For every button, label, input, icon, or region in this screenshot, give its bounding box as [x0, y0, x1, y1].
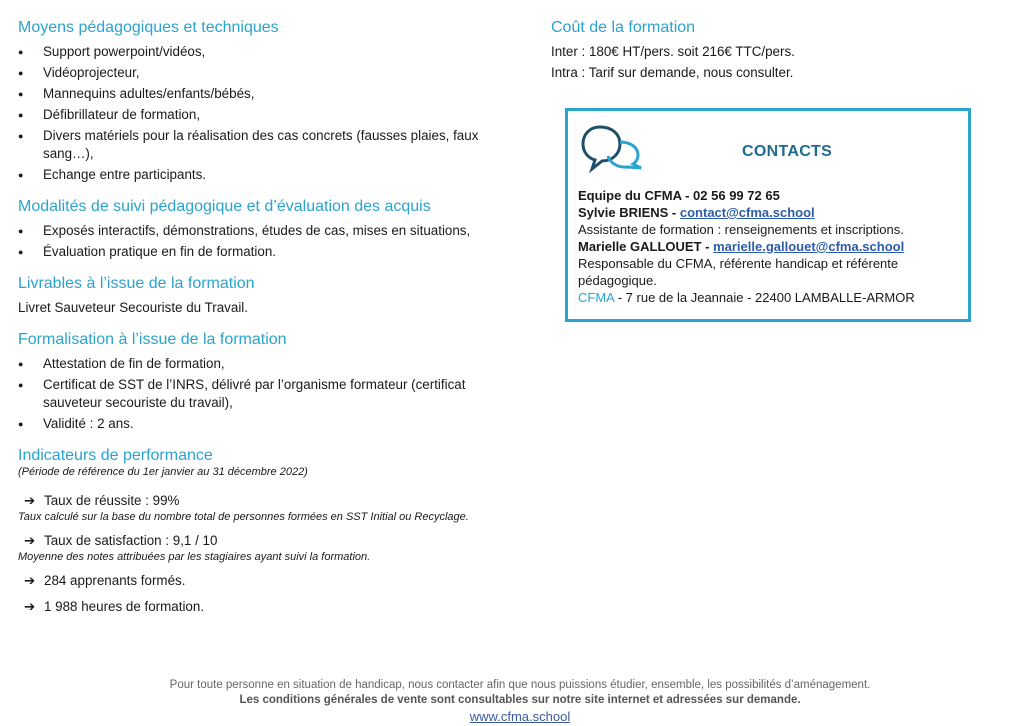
- section-indicateurs: [18, 446, 518, 616]
- email-link[interactable]: marielle.gallouet@cfma.school: [713, 239, 905, 254]
- formalisation-list: [18, 355, 518, 433]
- reference-period: (Période de référence du 1er janvier au 31 décembre 2022): [18, 466, 308, 478]
- kpi-hours: [18, 598, 518, 616]
- section-title: Modalités de suivi pédagogique et d’évaluation des acquis: [18, 198, 431, 215]
- arrow-right-icon: ➔: [24, 533, 36, 548]
- person-name: Marielle GALLOUET -: [578, 239, 714, 254]
- address-brand: CFMA: [578, 290, 615, 305]
- list-item: ● Défibrillateur de formation,: [18, 106, 518, 124]
- section-title: Indicateurs de performance: [18, 447, 213, 464]
- footer: [0, 678, 1024, 726]
- list-item: ● Echange entre participants.: [18, 166, 518, 184]
- chat-bubbles-icon: [580, 123, 646, 180]
- kpi-label: Taux de réussite : 99%: [44, 493, 180, 508]
- section-title: Moyens pédagogiques et techniques: [18, 19, 279, 36]
- kpi-note: Moyenne des notes attribuées par les stagiaires ayant suivi la formation.: [18, 551, 371, 563]
- address: [578, 289, 958, 306]
- contact-person-1: [578, 204, 958, 221]
- contacts-header: [578, 121, 958, 187]
- footer-cgv-note: Les conditions générales de vente sont consultables sur notre site internet et adressées sur demande.: [239, 694, 801, 706]
- arrow-right-icon: ➔: [24, 599, 36, 614]
- person-name: Sylvie BRIENS -: [578, 205, 680, 220]
- list-item: ● Évaluation pratique en fin de formation.: [18, 243, 518, 261]
- address-text: - 7 rue de la Jeannaie - 22400 LAMBALLE-ARMOR: [614, 290, 915, 305]
- arrow-right-icon: ➔: [24, 493, 36, 508]
- kpi-note: Taux calculé sur la base du nombre total de personnes formées en SST Initial ou Recyclage.: [18, 511, 469, 523]
- footer-handicap-note: Pour toute personne en situation de handicap, nous contacter afin que nous puissions étudier, ensemble, les possibilités d’aménagement.: [169, 679, 871, 691]
- moyens-list: [18, 43, 518, 184]
- kpi-label: Taux de satisfaction : 9,1 / 10: [44, 533, 218, 548]
- contacts-title: CONTACTS: [742, 143, 833, 160]
- person-role: Assistante de formation : renseignements et inscriptions.: [578, 222, 904, 237]
- section-title: Coût de la formation: [551, 19, 696, 36]
- list-item: ● Divers matériels pour la réalisation des cas concrets (fausses plaies, faux sang…),: [18, 127, 518, 163]
- list-item: ● Certificat de SST de l’INRS, délivré par l’organisme formateur (certificat sauveteur secouriste du travail),: [18, 376, 518, 412]
- list-item: ● Exposés interactifs, démonstrations, études de cas, mises en situations,: [18, 222, 518, 240]
- section-formalisation: [18, 330, 518, 433]
- list-item: ● Vidéoprojecteur,: [18, 64, 518, 82]
- price-inter: Inter : 180€ HT/pers. soit 216€ TTC/pers.: [551, 44, 795, 59]
- kpi-satisfaction: [18, 532, 518, 564]
- contacts-box: [565, 108, 971, 322]
- kpi-label: 1 988 heures de formation.: [44, 599, 205, 614]
- price-intra: Intra : Tarif sur demande, nous consulter.: [551, 65, 794, 80]
- contact-person-2: [578, 238, 958, 255]
- list-item: ● Validité : 2 ans.: [18, 415, 518, 433]
- email-link[interactable]: contact@cfma.school: [679, 205, 815, 220]
- list-item: ● Mannequins adultes/enfants/bébés,: [18, 85, 518, 103]
- list-item: ● Support powerpoint/vidéos,: [18, 43, 518, 61]
- person-role: Responsable du CFMA, référente handicap et référente pédagogique.: [578, 256, 899, 288]
- kpi-learners: [18, 572, 518, 590]
- list-item: ● Attestation de fin de formation,: [18, 355, 518, 373]
- arrow-right-icon: ➔: [24, 573, 36, 588]
- left-column: [18, 18, 518, 624]
- kpi-success-rate: [18, 492, 518, 524]
- section-moyens: [18, 18, 518, 184]
- right-column: [551, 18, 991, 85]
- team-phone-text: Equipe du CFMA - 02 56 99 72 65: [578, 188, 780, 203]
- kpi-label: 284 apprenants formés.: [44, 573, 186, 588]
- team-phone: [578, 187, 958, 204]
- modalites-list: [18, 222, 518, 261]
- website-link[interactable]: www.cfma.school: [469, 709, 571, 724]
- section-livrables: [18, 274, 518, 317]
- livrables-text: Livret Sauveteur Secouriste du Travail.: [18, 300, 248, 315]
- section-title: Formalisation à l’issue de la formation: [18, 331, 287, 348]
- section-modalites: [18, 197, 518, 261]
- section-title: Livrables à l’issue de la formation: [18, 275, 255, 292]
